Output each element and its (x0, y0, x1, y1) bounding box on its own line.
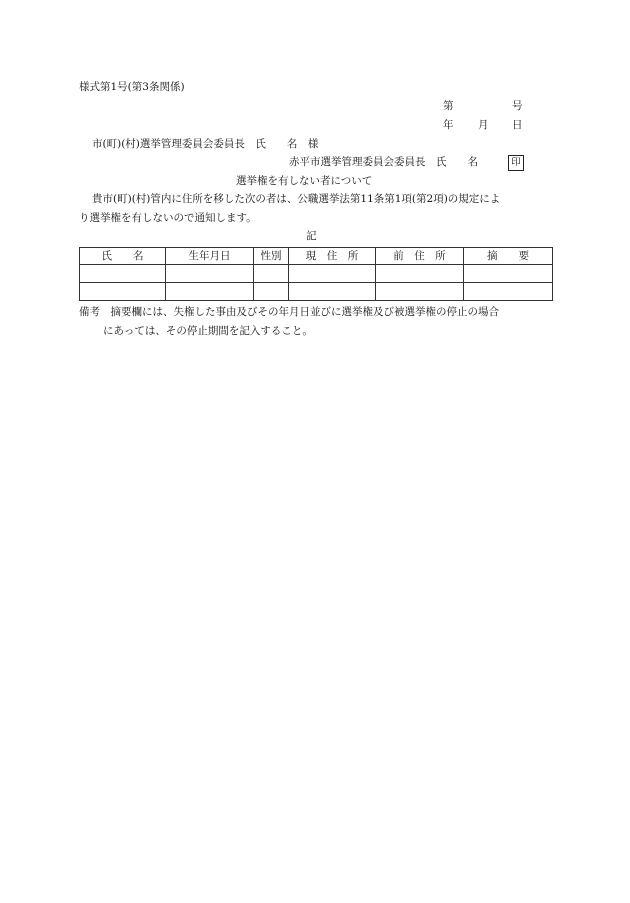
table-cell (289, 265, 376, 283)
header-previous-address: 前 住 所 (376, 248, 464, 265)
table-cell (166, 283, 254, 301)
header-birthdate: 生年月日 (166, 248, 254, 265)
header-gender: 性別 (254, 248, 289, 265)
header-remarks: 摘 要 (464, 248, 553, 265)
table-cell (376, 283, 464, 301)
table-cell (289, 283, 376, 301)
ki-heading: 記 (306, 230, 317, 242)
table-cell (254, 283, 289, 301)
table-cell (80, 283, 166, 301)
document-number-suffix: 号 (512, 100, 523, 112)
addressee-line: 市(町)(村)選挙管理委員会委員長 氏 名 様 (92, 138, 319, 150)
table-cell (464, 283, 553, 301)
date-month-label: 月 (478, 119, 489, 131)
record-table (79, 247, 553, 301)
table-row (80, 265, 553, 283)
table-cell (376, 265, 464, 283)
body-text-line-1: 貴市(町)(村)管内に住所を移した次の者は、公職選挙法第11条第1項(第2項)の規定によ (92, 193, 501, 205)
seal-stamp-box: 印 (508, 155, 524, 171)
table-cell (166, 265, 254, 283)
table-row (80, 283, 553, 301)
form-number: 様式第1号(第3条関係) (79, 81, 185, 93)
sender-line: 赤平市選挙管理委員会委員長 氏 名 (289, 156, 478, 168)
body-text-line-2: り選挙権を有しないので通知します。 (79, 212, 257, 224)
header-name: 氏 名 (80, 248, 166, 265)
note-line-2: にあっては、その停止期間を記入すること。 (103, 325, 313, 337)
table-cell (464, 265, 553, 283)
header-current-address: 現 住 所 (289, 248, 376, 265)
date-year-label: 年 (443, 119, 454, 131)
document-number-label: 第 (443, 100, 454, 112)
date-day-label: 日 (512, 119, 523, 131)
table-cell (80, 265, 166, 283)
document-title: 選挙権を有しない者について (236, 175, 373, 187)
table-cell (254, 265, 289, 283)
note-line-1: 備考 摘要欄には、失権した事由及びその年月日並びに選挙権及び被選挙権の停止の場合 (79, 306, 499, 318)
table-header-row (80, 248, 553, 265)
